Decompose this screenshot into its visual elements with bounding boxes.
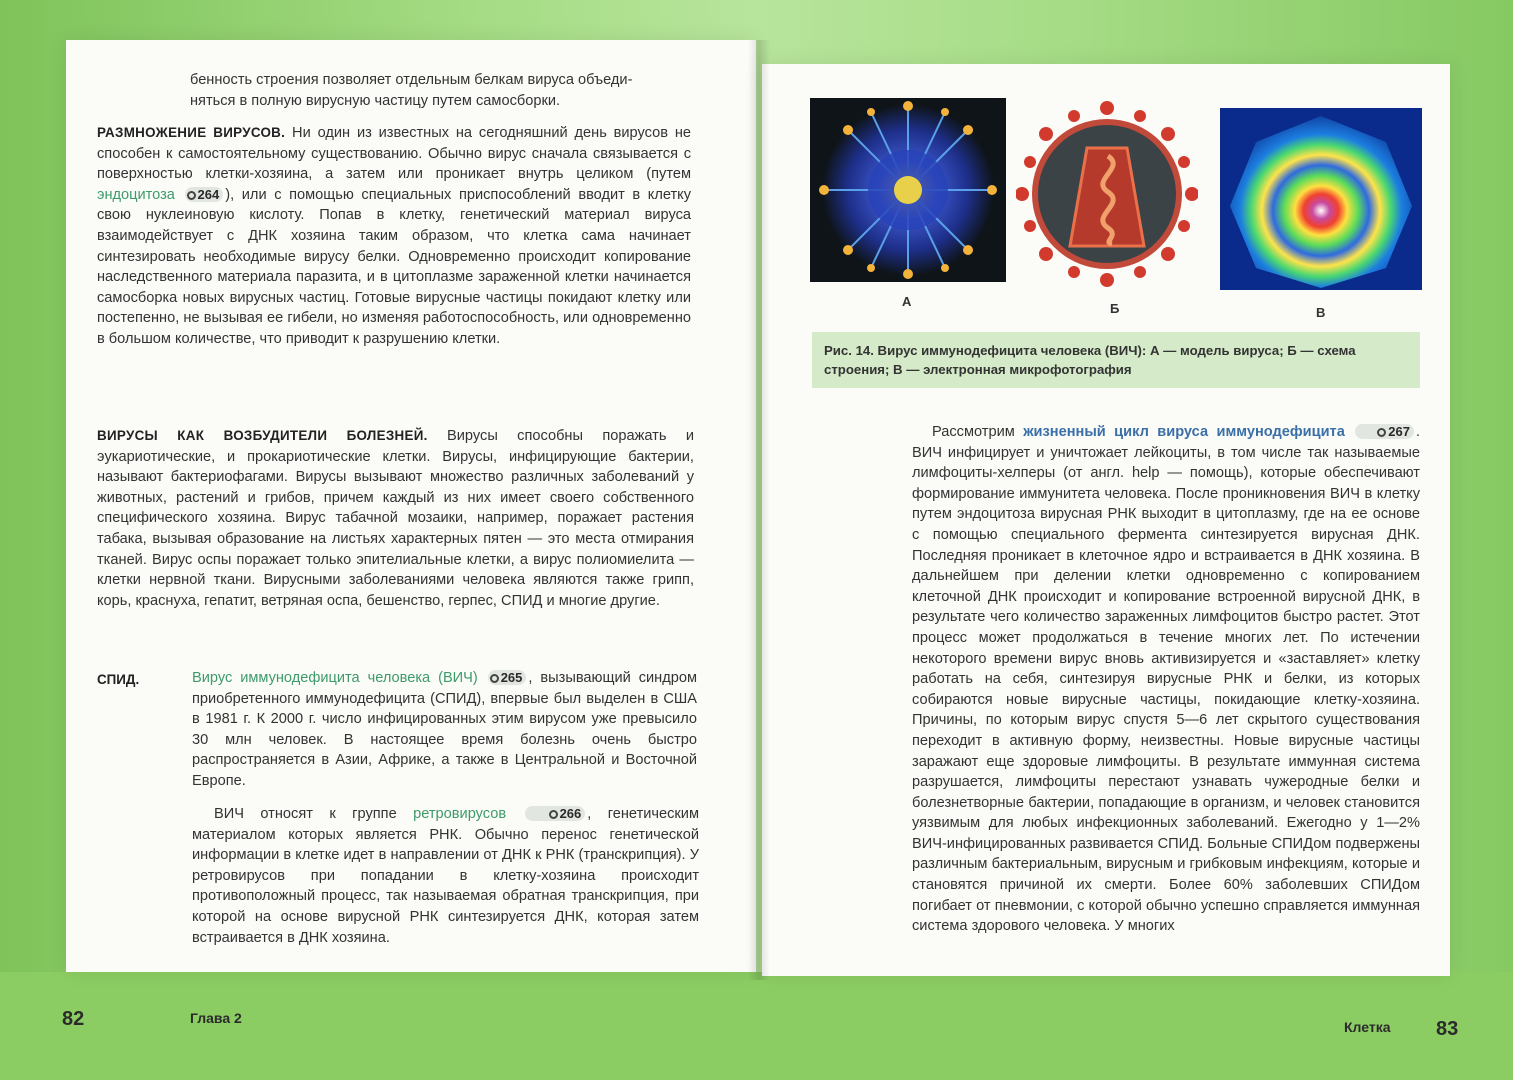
footer-band-left <box>0 972 760 1080</box>
book-spine <box>748 40 770 980</box>
ref-badge-264[interactable]: 264 <box>185 187 224 202</box>
figure-c-micrograph <box>1220 108 1422 290</box>
reproduction-text-1: Ни один из известных на сегодняшний день вирусов не способен к самостоятельному существованию. Обычно вирус сначала связывается с поверхностью клетки-хозяина, а затем или проникает внутрь целиком (путем <box>97 125 692 183</box>
endocytosis-link[interactable]: эндоцитоза <box>97 186 175 203</box>
reproduction-heading: РАЗМНОЖЕНИЕ ВИРУСОВ. <box>97 125 286 140</box>
diseases-text: Вирусы способны поражать и эукариотические, и прокариотические клетки. Вирусы, инфицирующие бактерии, называют бактериофагами. Вирусы вызывают множество различных заболеваний у животных, растений и грибов, причем каждый из них имеет своего собственного специфического хозяина. Вирус табачной мозаики, например, поражает растения табака, вызывая образование на листьях характерных пятен — это места отмирания тканей. Вирус оспы поражает только эпителиальные клетки, а вирус полиомиелита — клетки нервной ткани. Вирусными заболеваниями человека являются также грипп, корь, краснуха, гепатит, ветряная оспа, бешенство, герпес, СПИД и многие другие. <box>97 428 694 609</box>
intro-line-1: бенность строения позволяет отдельным белкам вируса объеди- <box>190 72 633 88</box>
retro-text-1: ВИЧ относят к группе <box>214 806 397 822</box>
ref-badge-265[interactable]: 265 <box>488 670 527 685</box>
life-cycle-link[interactable]: жизненный цикл вируса иммунодефицита <box>1023 424 1345 440</box>
section-title: Клетка <box>1344 1019 1391 1035</box>
retrovirus-link[interactable]: ретровирусов <box>413 806 507 822</box>
aids-section <box>192 668 697 792</box>
figure-b-virus-scheme <box>1016 96 1198 292</box>
figure-label-c: В <box>1316 305 1326 320</box>
figure-label-b: Б <box>1110 301 1120 316</box>
reproduction-text-2: ), или с помощью специальных приспособлений вводит в клетку свою нуклеиновую кислоту. Попав в клетку, генетический материал вируса взаимодействует с ДНК хозяина таким образом, что клетка сама начинает синтезировать необходимые вирусу белки. Одновременно происходит копирование наследственного материала паразита, и в цитоплазме зараженной клетки начинается самосборка новых вирусных частиц. Готовые вирусные частицы покидают клетку или постепенно, не вызывая ее гибели, но изменяя работоспособность, или одновременно в большом количестве, что приводит к разрушению клетки. <box>97 186 691 347</box>
reproduction-section <box>97 123 691 350</box>
page-number-right: 83 <box>1436 1018 1459 1040</box>
retro-section <box>192 804 699 948</box>
footer-band-right <box>760 972 1513 1080</box>
body-text-2: . ВИЧ инфицирует и уничтожает лейкоциты, в том числе так называемые лимфоциты-хелперы (от англ. help — помощь), которые обеспечивают формирование иммунитета человека. После проникновения ВИЧ в клетку путем эндоцитоза вирусная РНК выходит в цитоплазму, где на ее основе с помощью специального фермента синтезируется вирусная ДНК. Последняя проникает в клеточное ядро и встраивается в ДНК хозяина. В дальнейшем при делении клетки одновременно с копированием клеточной ДНК происходит и копирование встроенной вирусной ДНК, в результате чего количество зараженных лимфоцитов быстро растет. Этот процесс может продолжаться в течение многих лет. По истечении некоторого времени вирус вновь активизируется и «заставляет» клетку работать на себя, синтезируя вирусные РНК и белки, из которых собираются новые вирусные частицы, покидающие клетку-хозяина. Причины, по которым вирус спустя 5—6 лет скрытого существования переходит в активную форму, неизвестны. Новые вирусные частицы заражают еще здоровые лимфоциты. В результате иммунная система разрушается, лимфоциты перестают узнавать чужеродные белки и болезнетворные бактерии, попадающие в организм, и человек становится уязвимым для любых инфекционных заболеваний. Ежегодно у 1—2% ВИЧ-инфицированных развивается СПИД. Больные СПИДом подвержены различным бактериальным, вирусным и грибковым инфекциям, которые и становятся причиной их смерти. Более 60% заболевших СПИДом погибает от пневмонии, с которой обычно успешно справляется иммунная система здорового человека. У многих <box>912 424 1420 935</box>
chapter-title: Глава 2 <box>190 1010 242 1026</box>
figure-a-virus-model <box>810 98 1006 282</box>
intro-line-2: няться в полную вирусную частицу путем самосборки. <box>190 92 561 109</box>
retro-text-2: , генетическим материалом которых является РНК. Обычно перенос генетической информации в клетке идет в направлении от ДНК к РНК (транскрипция). У ретровирусов при попадании в клетку-хозяина происходит противоположный процесс, так называемая обратная транскрипция, при которой на основе вирусной РНК синтезируется ДНК, которая затем встраивается в ДНК хозяина. <box>192 806 699 946</box>
diseases-section <box>97 426 694 611</box>
figure-label-a: А <box>902 294 912 309</box>
page-number-left: 82 <box>62 1008 85 1030</box>
hiv-link[interactable]: Вирус иммунодефицита человека (ВИЧ) <box>192 670 478 686</box>
intro-paragraph <box>190 70 690 111</box>
aids-heading: СПИД. <box>97 672 140 687</box>
aids-text: , вызывающий синдром приобретенного иммунодефицита (СПИД), впервые был выделен в США в 1981 г. К 2000 г. число инфицированных этим вирусом уже превысило 30 млн человек. В настоящее время болезнь очень быстро распространяется в Азии, Африке, а также в Центральной и Восточной Европе. <box>192 670 697 789</box>
figure-caption: Рис. 14. Вирус иммунодефицита человека (ВИЧ): А — модель вируса; Б — схема строения; В — электронная микрофотография <box>812 332 1420 388</box>
ref-badge-267[interactable]: 267 <box>1355 424 1414 439</box>
right-body-text <box>912 422 1420 937</box>
ref-badge-266[interactable]: 266 <box>525 806 586 821</box>
body-text-1: Рассмотрим <box>932 424 1015 440</box>
diseases-heading: ВИРУСЫ КАК ВОЗБУДИТЕЛИ БОЛЕЗНЕЙ. <box>97 428 428 443</box>
